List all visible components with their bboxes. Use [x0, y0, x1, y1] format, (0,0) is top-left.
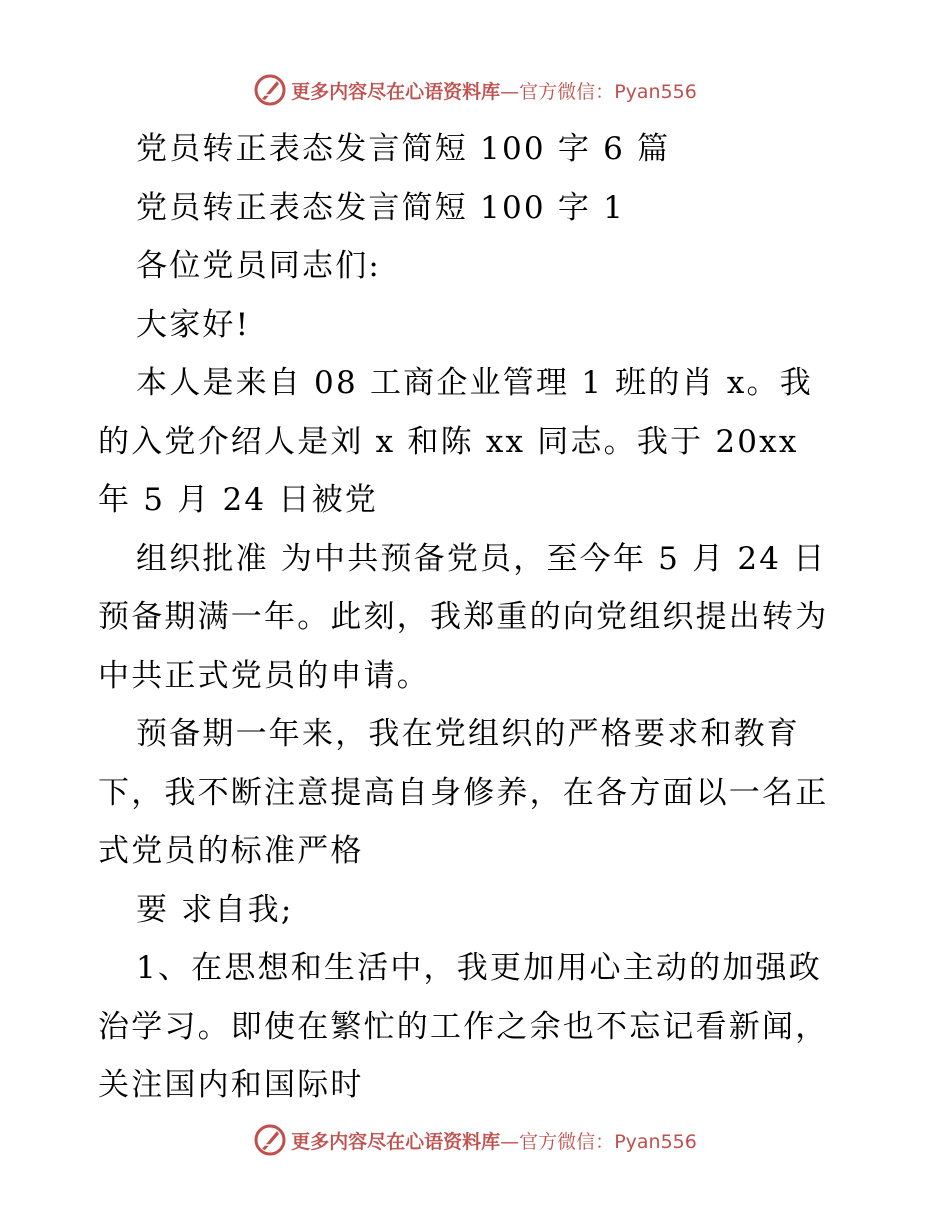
text-line: 的入党介绍人是刘 x 和陈 xx 同志。我于 20xx [98, 423, 799, 460]
text-line: 中共正式党员的申请。 [98, 657, 430, 694]
header-banner [0, 70, 950, 110]
text-line: 关注国内和国际时 [98, 1067, 364, 1103]
banner-site-text: 更多内容尽在心语资料库 [291, 80, 501, 103]
text-line: 1、在思想和生活中，我更加用心主动的加强政 [136, 950, 822, 986]
text-line: 要 求自我; [136, 891, 294, 928]
banner-text [291, 77, 697, 104]
banner-site-text: 更多内容尽在心语资料库 [291, 1130, 501, 1153]
quill-logo-icon [253, 1123, 287, 1157]
text-line: 预备期一年来，我在党组织的严格要求和教育 [136, 716, 800, 752]
text-line: 党员转正表态发言简短 100 字 1 [136, 189, 626, 226]
quill-logo-icon [253, 73, 287, 107]
banner-wechat-label: 官方微信： [519, 1130, 615, 1153]
text-line: 组织批准 为中共预备党员，至今年 5 月 24 日 [136, 540, 827, 577]
footer-banner [0, 1120, 950, 1160]
text-line: 治学习。即使在繁忙的工作之余也不忘记看新闻， [98, 1008, 829, 1045]
banner-wechat-id: Pyan556 [614, 1130, 697, 1153]
banner-text [291, 1127, 697, 1154]
banner-dash: — [500, 1130, 520, 1153]
text-line: 下，我不断注意提高自身修养，在各方面以一名正 [98, 774, 829, 811]
text-line: 式党员的标准严格 [98, 833, 364, 869]
text-line: 党员转正表态发言简短 100 字 6 篇 [136, 131, 671, 167]
text-line: 本人是来自 08 工商企业管理 1 班的肖 x。我 [136, 365, 813, 401]
banner-wechat-label: 官方微信： [519, 80, 615, 103]
text-line: 各位党员同志们: [136, 248, 382, 284]
banner-dash: — [500, 80, 520, 103]
document-body [98, 120, 850, 1115]
banner-wechat-id: Pyan556 [614, 80, 697, 103]
text-line: 预备期满一年。此刻，我郑重的向党组织提出转为 [98, 599, 829, 635]
text-line: 年 5 月 24 日被党 [98, 482, 378, 518]
text-line: 大家好! [136, 306, 251, 343]
